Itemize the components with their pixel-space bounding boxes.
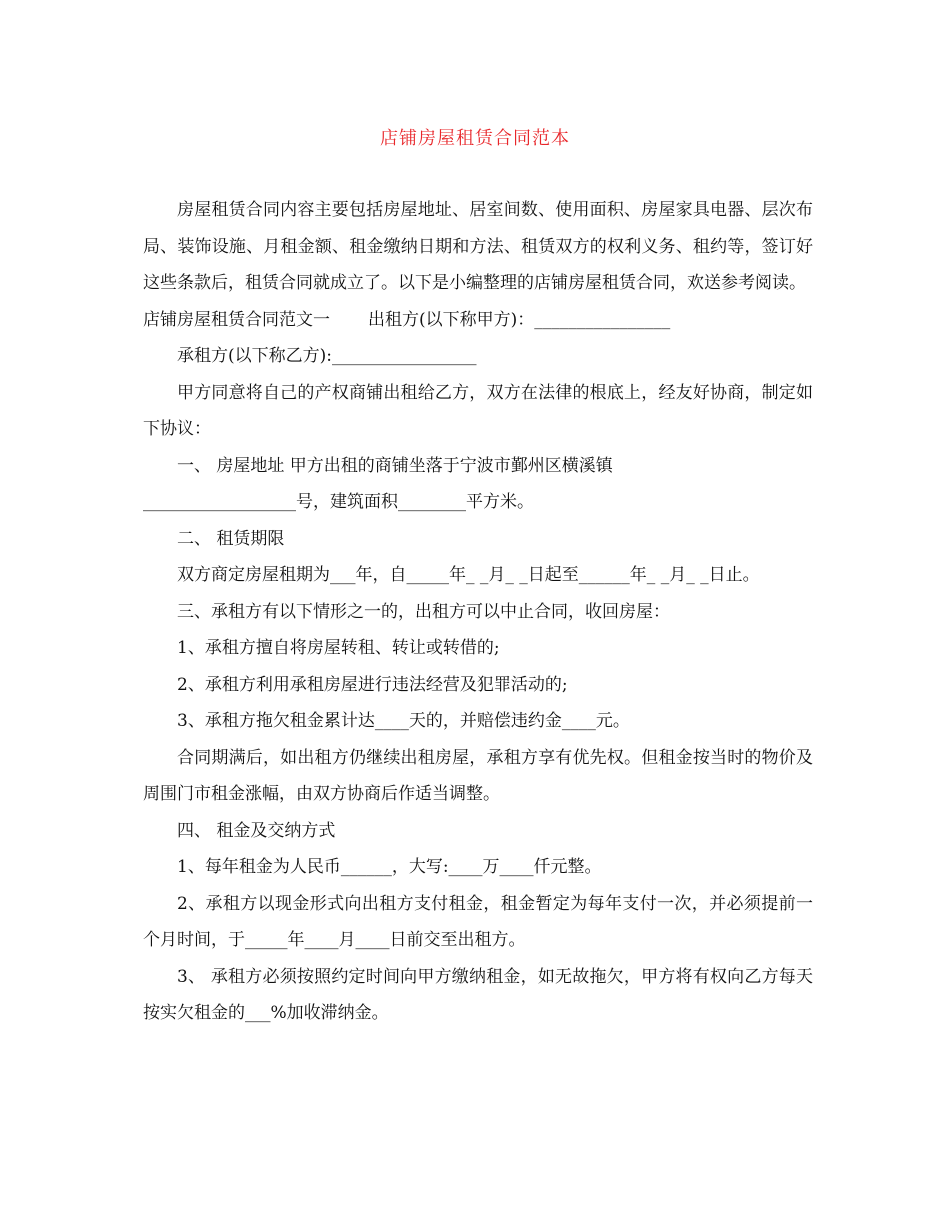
document-body — [143, 192, 813, 1032]
section-4-item-2: 2、承租方以现金形式向出租方支付租金，租金暂定为每年支付一次，并必须提前一个月时间，于_____年____月____日前交至出租方。 — [143, 893, 813, 950]
section-1-heading: 一、 房屋地址 甲方出租的商铺坐落于宁波市鄞州区横溪镇 — [177, 455, 613, 476]
document-title: 店铺房屋租赁合同范本 — [380, 128, 570, 149]
section-3-item-3: 3、承租方拖欠租金累计达____天的，并赔偿违约金____元。 — [177, 711, 630, 731]
section-1-detail: __________________号，建筑面积________平方米。 — [143, 492, 534, 512]
section-4-heading: 四、 租金及交纳方式 — [177, 820, 336, 841]
section-3-heading: 三、承租方有以下情形之一的，出租方可以中止合同，收回房屋： — [177, 601, 670, 622]
section-2-heading: 二、 租赁期限 — [177, 528, 285, 549]
party-a-line: 出租方(以下称甲方)：________________ — [368, 309, 671, 330]
section-3-note: 合同期满后，如出租方仍继续出租房屋，承租方享有优先权。但租金按当时的物价及周围门市租金涨幅，由双方协商后作适当调整。 — [143, 747, 813, 804]
party-b-line: 承租方(以下称乙方):_________________ — [177, 346, 477, 366]
section-3-item-1: 1、承租方擅自将房屋转租、转让或转借的; — [177, 638, 500, 658]
section-4-item-3: 3、 承租方必须按照约定时间向甲方缴纳租金，如无故拖欠，甲方将有权向乙方每天按实欠租金的___%加收滞纳金。 — [143, 966, 813, 1023]
sample-heading-line — [143, 302, 813, 339]
section-3-item-2: 2、承租方利用承租房屋进行违法经营及犯罪活动的; — [177, 674, 568, 695]
section-2-text: 双方商定房屋租期为___年，自_____年_ _月_ _日起至______年_ _月_ _日止。 — [177, 565, 760, 585]
sample-heading: 店铺房屋租赁合同范文一 — [143, 309, 330, 330]
agreement-paragraph: 甲方同意将自己的产权商铺出租给乙方，双方在法律的根底上，经友好协商，制定如下协议： — [143, 382, 813, 439]
intro-paragraph: 房屋租赁合同内容主要包括房屋地址、居室间数、使用面积、房屋家具电器、层次布局、装饰设施、月租金额、租金缴纳日期和方法、租赁双方的权利义务、租约等，签订好这些条款后，租赁合同就成立了。以下是小编整理的店铺房屋租赁合同，欢送参考阅读。 — [143, 200, 813, 293]
section-4-item-1: 1、每年租金为人民币______，大写:____万____仟元整。 — [177, 857, 602, 877]
